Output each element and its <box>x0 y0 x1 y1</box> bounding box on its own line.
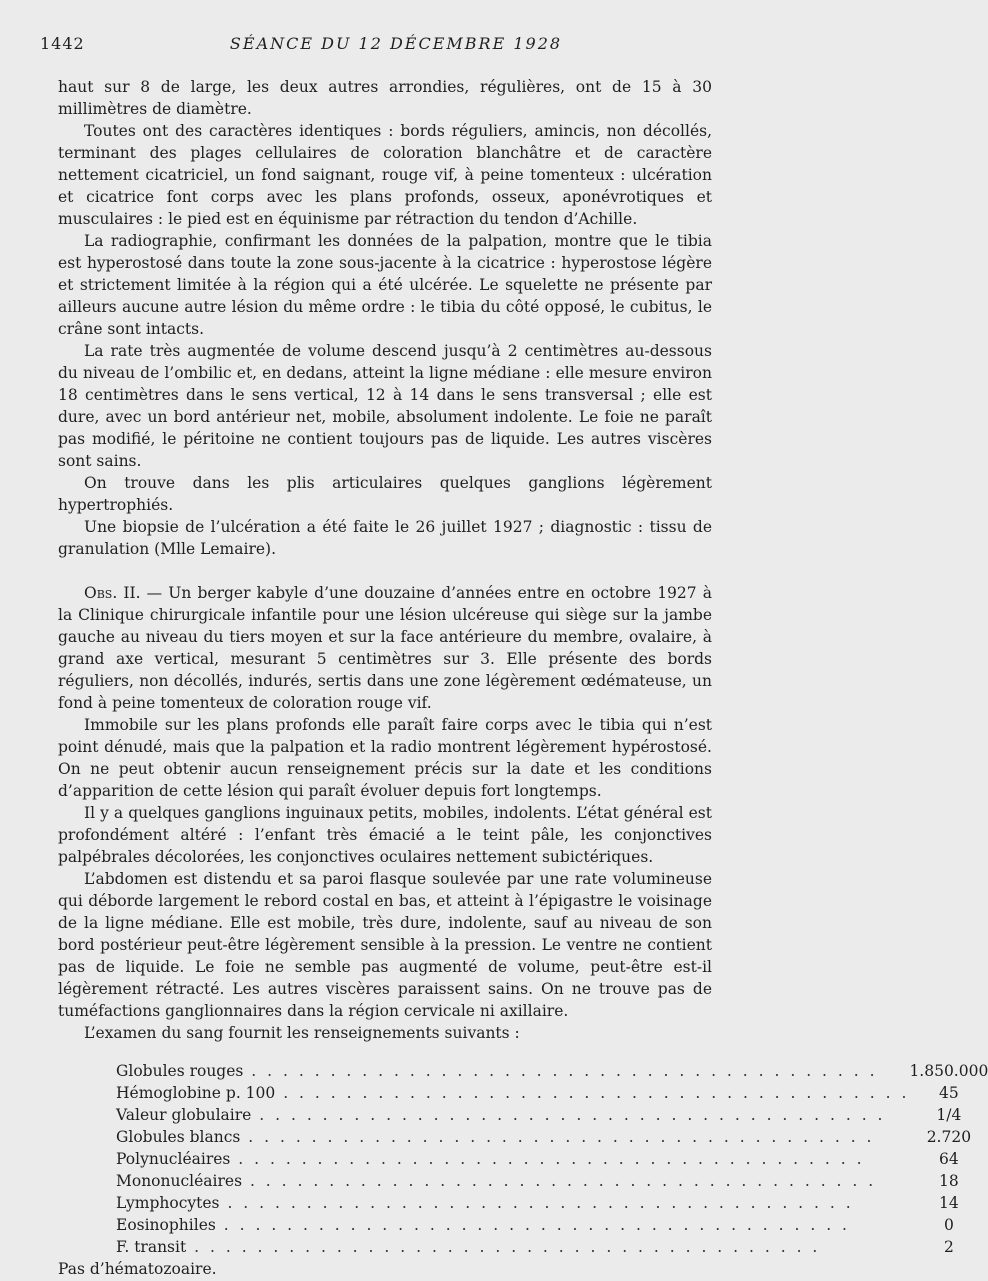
blood-value: 1.850.000 <box>909 1062 988 1080</box>
table-row <box>116 1148 988 1170</box>
observation-label: Obs. II. <box>84 584 141 602</box>
blood-value: 2 <box>943 1238 954 1256</box>
table-row <box>116 1170 988 1192</box>
observation-text: — Un berger kabyle d’une douzaine d’années entre en octobre 1927 à la Clinique chirurgicale infantile pour une lésion ulcéreuse qui siège sur la jambe gauche au niveau du tiers moyen et sur la face antérieure du membre, ovalaire, à grand axe vertical, mesurant 5 centimètres sur 3. Elle présente des bords réguliers, non décollés, indurés, sertis dans une zone légèrement œdémateuse, un fond à peine tomenteux de coloration rouge vif. <box>58 584 713 712</box>
blood-label: Globules rouges <box>116 1062 244 1080</box>
paragraph: L’abdomen est distendu et sa paroi flasque soulevée par une rate volumineuse qui déborde largement le rebord costal en bas, et atteint à l’épigastre le voisinage de la ligne médiane. Elle est mobile, très dure, indolente, sauf au niveau de son bord postérieur peut-être légèrement sensible à la pression. Le ventre ne contient pas de liquide. Le foie ne semble pas augmenté de volume, peut-être est-il légèrement rétracté. Les autres viscères paraissent sains. On ne trouve pas de tuméfactions ganglionnaires dans la région cervicale ni axillaire. <box>58 870 712 1020</box>
leader-dots: . . . . . . . . . . . . . . . . . . . . . . . . . . . . . . . . . . . . . . . . <box>186 1238 821 1256</box>
blood-value: 2.720 <box>926 1128 972 1146</box>
blood-value: 0 <box>943 1216 954 1234</box>
table-row <box>116 1082 988 1104</box>
blood-value: 1/4 <box>936 1106 962 1124</box>
leader-dots: . . . . . . . . . . . . . . . . . . . . . . . . . . . . . . . . . . . . . . . . <box>215 1216 850 1234</box>
leader-dots: . . . . . . . . . . . . . . . . . . . . . . . . . . . . . . . . . . . . . . . . <box>240 1128 875 1146</box>
blood-value: 18 <box>939 1172 959 1190</box>
paragraph: Toutes ont des caractères identiques : bords réguliers, amincis, non décollés, terminant des plages cellulaires de coloration blanchâtre et de caractère nettement cicatriciel, un fond saignant, rouge vif, à peine tomenteux : ulcération et cicatrice font corps avec les plans profonds, osseux, aponévrotiques et musculaires : le pied est en équinisme par rétraction du tendon d’Achille. <box>58 122 712 228</box>
body-text <box>58 76 988 1280</box>
leader-dots: . . . . . . . . . . . . . . . . . . . . . . . . . . . . . . . . . . . . . . . . <box>251 1106 886 1124</box>
observation-paragraph <box>58 582 712 714</box>
table-row <box>116 1126 988 1148</box>
blood-label: Polynucléaires <box>116 1150 231 1168</box>
table-row <box>116 1236 988 1258</box>
table-row <box>116 1192 988 1214</box>
leader-dots: . . . . . . . . . . . . . . . . . . . . . . . . . . . . . . . . . . . . . . . . <box>230 1150 865 1168</box>
page-header <box>40 34 752 58</box>
page-number: 1442 <box>40 34 85 53</box>
leader-dots: . . . . . . . . . . . . . . . . . . . . . . . . . . . . . . . . . . . . . . . . <box>219 1194 854 1212</box>
leader-dots: . . . . . . . . . . . . . . . . . . . . . . . . . . . . . . . . . . . . . . . . <box>242 1172 877 1190</box>
blood-label: Lymphocytes <box>116 1194 220 1212</box>
blood-label: Hémoglobine p. 100 <box>116 1084 276 1102</box>
paragraph: On trouve dans les plis articulaires quelques ganglions légèrement hypertrophiés. <box>58 474 712 514</box>
blood-value: 64 <box>939 1150 959 1168</box>
paragraph: Une biopsie de l’ulcération a été faite le 26 juillet 1927 ; diagnostic : tissu de granulation (Mlle Lemaire). <box>58 518 712 558</box>
blood-label: Mononucléaires <box>116 1172 243 1190</box>
blood-label: Globules blancs <box>116 1128 241 1146</box>
leader-dots: . . . . . . . . . . . . . . . . . . . . . . . . . . . . . . . . . . . . . . . . <box>243 1062 878 1080</box>
paragraph: L’examen du sang fournit les renseignements suivants : <box>84 1024 520 1042</box>
blood-label: F. transit <box>116 1238 187 1256</box>
blood-exam-table <box>116 1060 988 1258</box>
blood-label: Eosinophiles <box>116 1216 216 1234</box>
paragraph: haut sur 8 de large, les deux autres arrondies, régulières, ont de 15 à 30 millimètres de diamètre. <box>58 78 712 118</box>
table-row <box>116 1214 988 1236</box>
paragraph: Immobile sur les plans profonds elle paraît faire corps avec le tibia qui n’est point dénudé, mais que la palpation et la radio montrent légèrement hypérostosé. On ne peut obtenir aucun renseignement précis sur la date et les conditions d’apparition de cette lésion qui paraît évoluer depuis fort longtemps. <box>58 716 712 800</box>
closing-line: Pas d’hématozoaire. <box>58 1260 217 1278</box>
leader-dots: . . . . . . . . . . . . . . . . . . . . . . . . . . . . . . . . . . . . . . . . <box>275 1084 910 1102</box>
blood-label: Valeur globulaire <box>116 1106 252 1124</box>
paragraph: La rate très augmentée de volume descend jusqu’à 2 centimètres au-dessous du niveau de l’ombilic et, en dedans, atteint la ligne médiane : elle mesure environ 18 centimètres dans le sens vertical, 12 à 14 dans le sens transversal ; elle est dure, avec un bord antérieur net, mobile, absolument indolente. Le foie ne paraît pas modifié, le péritoine ne contient toujours pas de liquide. Les autres viscères sont sains. <box>58 342 712 470</box>
blood-value: 45 <box>939 1084 959 1102</box>
table-row <box>116 1104 988 1126</box>
paragraph: La radiographie, confirmant les données de la palpation, montre que le tibia est hyperostosé dans toute la zone sous-jacente à la cicatrice : hyperostose légère et strictement limitée à la région qui a été ulcérée. Le squelette ne présente par ailleurs aucune autre lésion du même ordre : le tibia du côté opposé, le cubitus, le crâne sont intacts. <box>58 232 712 338</box>
running-title: SÉANCE DU 12 DÉCEMBRE 1928 <box>229 34 563 53</box>
paragraph: Il y a quelques ganglions inguinaux petits, mobiles, indolents. L’état général est profondément altéré : l’enfant très émacié a le teint pâle, les conjonctives palpébrales décolorées, les conjonctives oculaires nettement subictériques. <box>58 804 712 866</box>
table-row <box>116 1060 988 1082</box>
blood-value: 14 <box>939 1194 959 1212</box>
